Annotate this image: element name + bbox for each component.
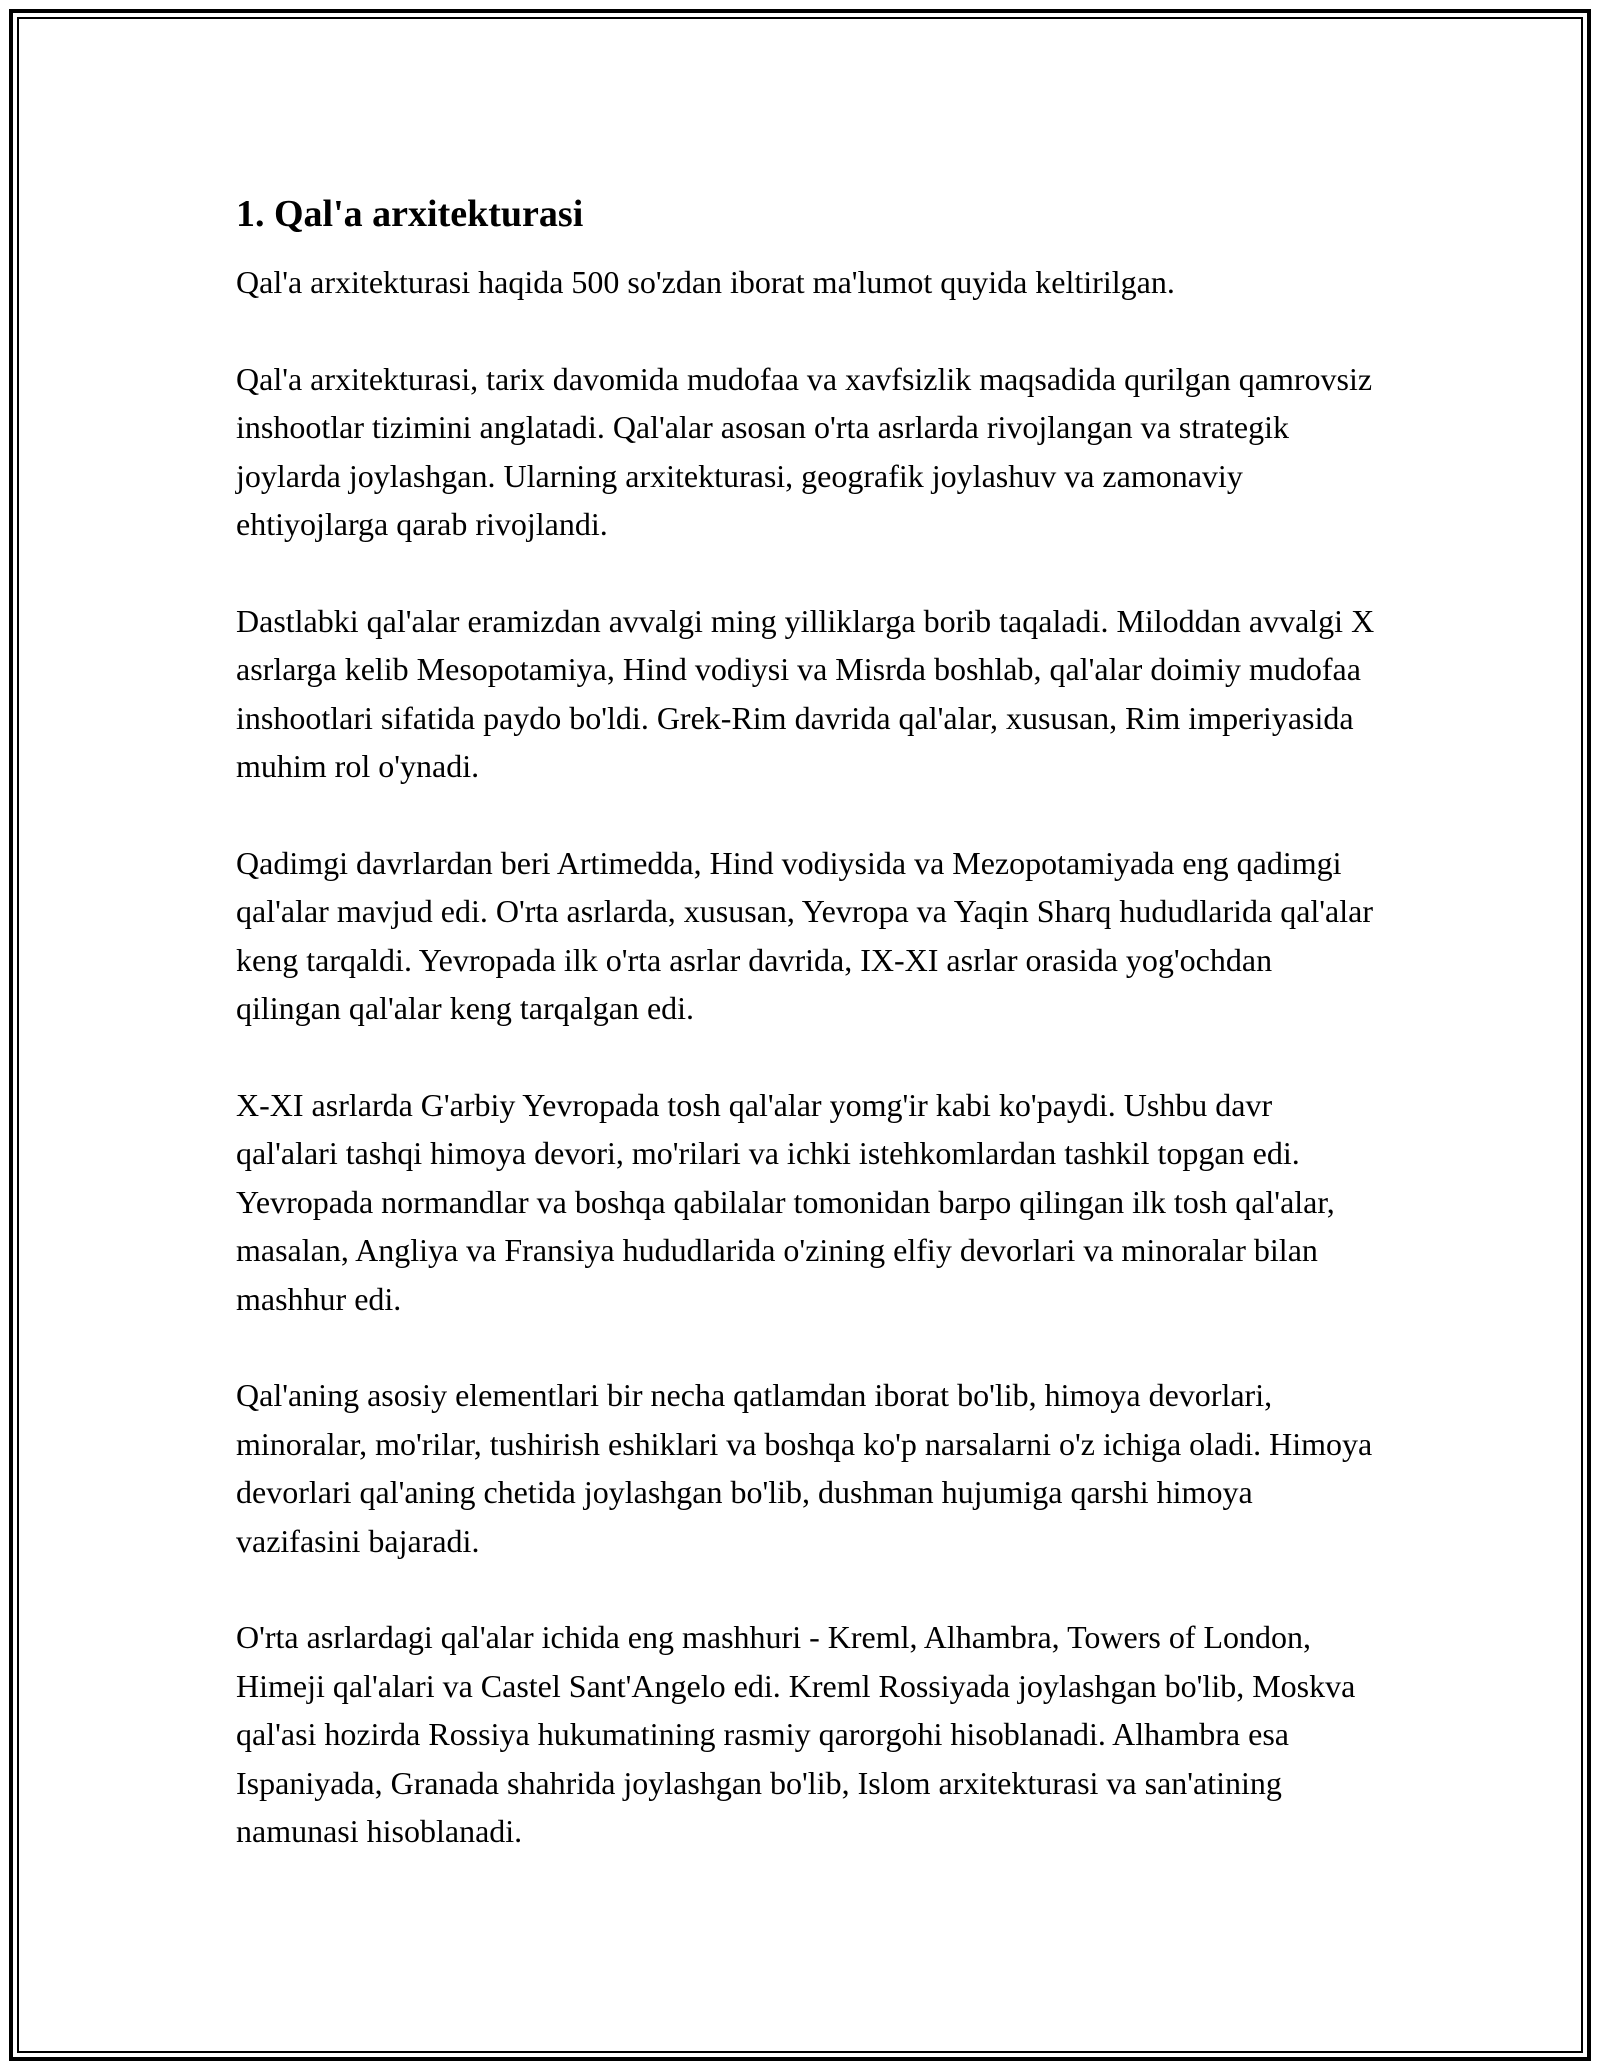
paragraph-definition: Qal'a arxitekturasi, tarix davomida mudofaa va xavfsizlik maqsadida qurilgan qamrovsiz inshootlar tizimini anglatadi. Qal'alar asosan o'rta asrlarda rivojlangan va strategik joylarda joylashgan. Ularning arxitekturasi, geografik joylashuv va zamonaviy ehtiyojlarga qarab rivojlandi.: [236, 360, 1373, 542]
paragraph-elements: Qal'aning asosiy elementlari bir necha qatlamdan iborat bo'lib, himoya devorlari, minoralar, mo'rilar, tushirish eshiklari va boshqa ko'p narsalarni o'z ichiga oladi. Himoya devorlari qal'aning chetida joylashgan bo'lib, dushman hujumiga qarshi himoya vazifasini bajaradi.: [236, 1377, 1373, 1559]
paragraph-ancient-times: Qadimgi davrlardan beri Artimedda, Hind vodiysida va Mezopotamiyada eng qadimgi qal'alar mavjud edi. O'rta asrlarda, xususan, Yevropa va Yaqin Sharq hududlarida qal'alar keng tarqaldi. Yevropada ilk o'rta asrlar davrida, IX-XI asrlar orasida yog'ochdan qilingan qal'alar keng tarqalgan edi.: [236, 844, 1373, 1026]
paragraph-famous-castles: O'rta asrlardagi qal'alar ichida eng mashhuri - Kreml, Alhambra, Towers of London, Himeji qal'alari va Castel Sant'Angelo edi. Kreml Rossiyada joylashgan bo'lib, Moskva qal'asi hozirda Rossiya hukumatining rasmiy qarorgohi hisoblanadi. Alhambra esa Ispaniyada, Granada shahrida joylashgan bo'lib, Islom arxitekturasi va san'atining namunasi hisoblanadi.: [236, 1619, 1356, 1849]
paragraph-stone-castles: X-XI asrlarda G'arbiy Yevropada tosh qal'alar yomg'ir kabi ko'paydi. Ushbu davr qal'alari tashqi himoya devori, mo'rilari va ichki istehkomlardan tashkil topgan edi. Yevropada normandlar va boshqa qabilalar tomonidan barpo qilingan ilk tosh qal'alar, masalan, Angliya va Fransiya hududlarida o'zining elfiy devorlari va minoralar bilan mashhur edi.: [236, 1086, 1335, 1317]
paragraph-early-castles: Dastlabki qal'alar eramizdan avvalgi ming yilliklarga borib taqaladi. Miloddan avvalgi X asrlarga kelib Mesopotamiya, Hind vodiysi va Misrda boshlab, qal'alar doimiy mudofaa inshootlari sifatida paydo bo'ldi. Grek-Rim davrida qal'alar, xususan, Rim imperiyasida muhim rol o'ynadi.: [236, 602, 1375, 784]
paragraph-intro: Qal'a arxitekturasi haqida 500 so'zdan iborat ma'lumot quyida keltirilgan.: [236, 264, 1175, 300]
document-title: 1. Qal'a arxitekturasi: [236, 193, 584, 235]
document-body: [236, 188, 1376, 1904]
